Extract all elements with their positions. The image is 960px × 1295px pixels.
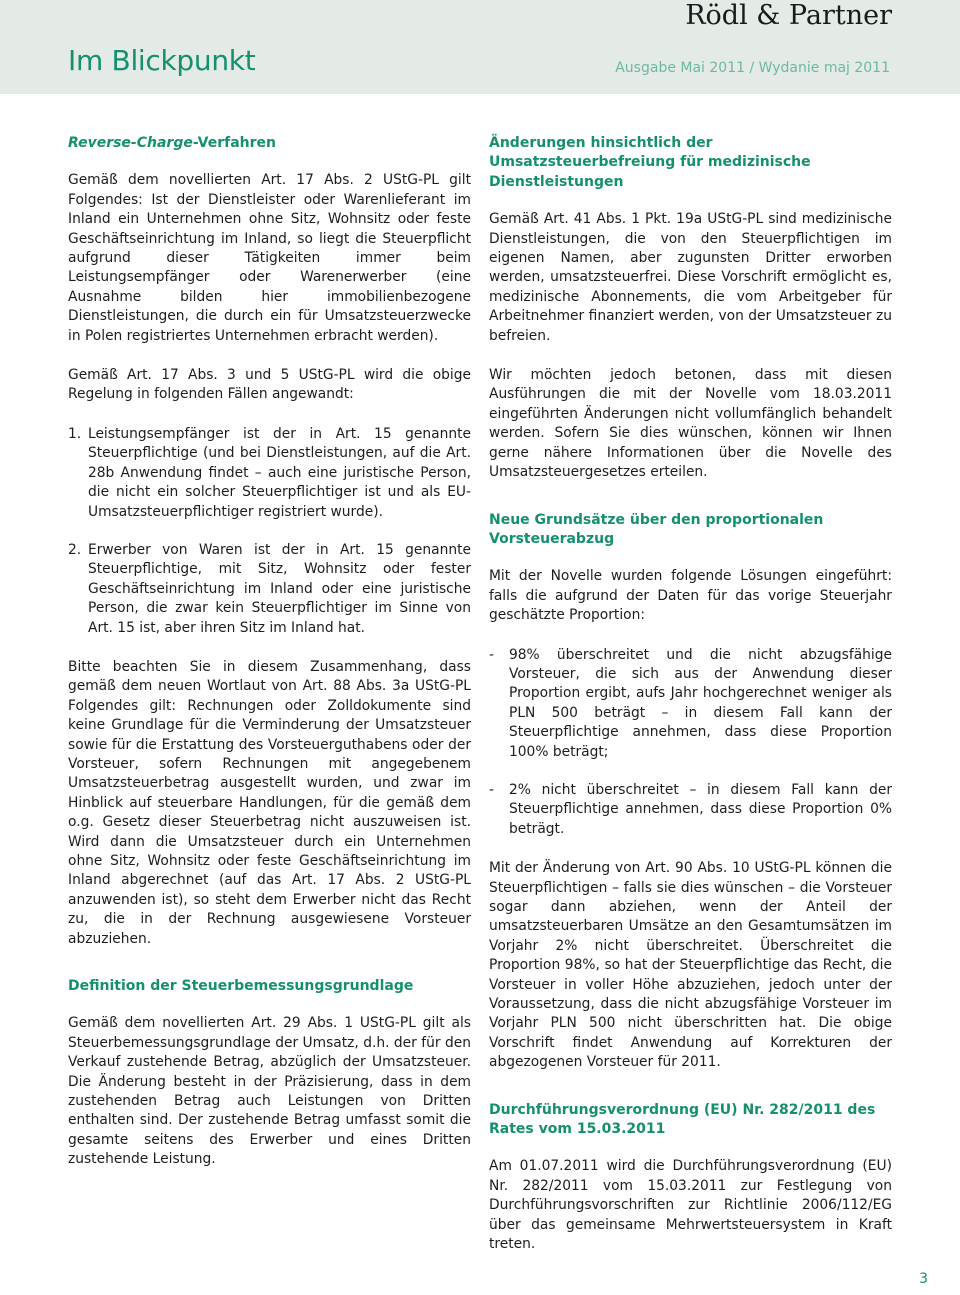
list-item: 2. Erwerber von Waren ist der in Art. 15 genannte Steuerpflichtige, mit Sitz, Wohnsitz oder fester Geschäftseinrichtung im Inland oder eine juristische Person, die zwar kein Steuerpflichtiger im Sinne von Art. 15 ist, aber ihren Sitz im Inland hat. [68, 541, 471, 636]
paragraph: Bitte beachten Sie in diesem Zusammenhang, dass gemäß dem neuen Wortlaut von Art. 88 Abs. 3a UStG-PL Folgendes gilt: Rechnungen oder Zolldokumente sind keine Grundlage für die Verminderung der Umsatzsteuer sowie für die Erstattung des Vorsteuerguthabens oder der Vorsteuer, sofern Rechnungen mit angegebenem Umsatzsteuerbetrag ausgestellt wurden, und zwar im Hinblick auf steuerbare Handlungen, für die gemäß dem o.g. Gesetz dieser Steuerbetrag nicht auszuweisen ist. Wird dann die Umsatzsteuer durch ein Unternehmen ohne Sitz, Wohnsitz oder feste Geschäftseinrichtung im Inland abgerechnet (auf das Art. 17 Abs. 2 UStG-PL anzuwenden ist), so steht dem Erwerber nicht das Recht zu, die in der Rechnung ausgewiesene Vorsteuer abzuziehen. [68, 658, 471, 947]
heading-definition: Definition der Steuerbemessungsgrundlage [68, 978, 414, 995]
paragraph: Mit der Änderung von Art. 90 Abs. 10 UStG-PL können die Steuerpflichtigen – falls sie dies wünschen – die Vorsteuer sogar dann abziehen, wenn der Anteil der umsatzsteuerbaren Umsätze an den Gesamtumsätzen im Vorjahr 2% nicht überschreitet. Überschreitet die Proportion 98%, so hat der Steuerpflichtige das Recht, die Vorsteuer in voller Höhe abzuziehen, jedoch unter der Voraussetzung, dass die nicht abzugsfähige Vorsteuer im Vorjahr PLN 500 nicht überschritten hat. Die obige Vorschrift findet Anwendung auf Korrekturen der abgezogenen Vorsteuer für 2011. [489, 860, 892, 1071]
heading-reverse-charge: Reverse-Charge-Verfahren [68, 135, 276, 151]
issue-label: Ausgabe Mai 2011 / Wydanie maj 2011 [615, 60, 890, 76]
paragraph: Gemäß dem novellierten Art. 29 Abs. 1 UStG-PL gilt als Steuerbemessungsgrundlage der Umsatz, d.h. der für den Verkauf zustehende Betrag, abzüglich der Umsatzsteuer. Die Änderung besteht in der Präzisierung, dass in dem zustehenden Betrag auch Leistungen von Dritten enthalten sind. Der zustehende Betrag umfasst somit die gesamte seitens des Erwerber und eines Dritten zustehende Leistung. [68, 1015, 471, 1168]
paragraph: Wir möchten jedoch betonen, dass mit diesen Ausführungen die mit der Novelle vom 18.03.2011 eingeführten Änderungen nicht vollumfänglich behandelt werden. Sofern Sie dies wünschen, können wir Ihnen gerne nähere Informationen über die Novelle des Umsatzsteuergesetzes erteilen. [489, 367, 892, 481]
paragraph: Gemäß Art. 41 Abs. 1 Pkt. 19a UStG-PL sind medizinische Dienstleistungen, die von den Steuerpflichtigen im eigenen Namen, aber zugunsten Dritter erworben werden, umsatzsteuerfrei. Diese Vorschrift ermöglicht es, medizinische Abonnements, die vom Arbeitgeber für Arbeitnehmer finanziert werden, von der Umsatzsteuer zu befreien. [489, 211, 892, 344]
section-title: Im Blickpunkt [68, 44, 256, 77]
brand-logo: Rödl & Partner [685, 0, 892, 31]
list-item: - 2% nicht überschreitet – in diesem Fall kann der Steuerpflichtige annehmen, dass diese Proportion 0% beträgt. [489, 781, 892, 837]
list-item: 1. Leistungsempfänger ist der in Art. 15 genannte Steuerpflichtige (und bei Dienstleistungen, auf die Art. 28b Anwendung findet – auch eine juristische Person, die nicht ein solcher Steuerpflichtiger ist und als EU-Umsatzsteuerpflichtiger registriert wurde). [68, 425, 471, 520]
paragraph: Mit der Novelle wurden folgende Lösungen eingeführt: falls die aufgrund der Daten für das vorige Steuerjahr geschätzte Proportion: [489, 568, 892, 624]
left-column [68, 134, 471, 1190]
dash-list [489, 646, 892, 840]
page-number: 3 [919, 1271, 928, 1287]
heading-medical-services: Änderungen hinsichtlich der Umsatzsteuerbefreiung für medizinische Dienstleistungen [489, 135, 811, 190]
numbered-list [68, 425, 471, 638]
paragraph: Am 01.07.2011 wird die Durchführungsverordnung (EU) Nr. 282/2011 vom 15.03.2011 zur Festlegung von Durchführungsvorschriften zur Richtlinie 2006/112/EG über das gemeinsame Mehrwertsteuersystem in Kraft treten. [489, 1158, 892, 1253]
heading-proportional-deduction: Neue Grundsätze über den proportionalen Vorsteuerabzug [489, 511, 824, 547]
paragraph: Gemäß dem novellierten Art. 17 Abs. 2 UStG-PL gilt Folgendes: Ist der Dienstleister oder Warenlieferant im Inland ein Unternehmen ohne Sitz, Wohnsitz oder feste Geschäftseinrichtung im Inland, so liegt die Steuerpflicht aufgrund dieser Tätigkeiten immer beim Leistungsempfänger oder Warenerwerber (eine Ausnahme bilden hier immobilienbezogene Dienstleistungen, die durch ein für Umsatzsteuerzwecke in Polen registriertes Unternehmen erbracht werden). [68, 172, 471, 344]
heading-regulation: Durchführungsverordnung (EU) Nr. 282/2011 des Rates vom 15.03.2011 [489, 1101, 876, 1138]
page-header [0, 0, 960, 94]
paragraph: Gemäß Art. 17 Abs. 3 und 5 UStG-PL wird die obige Regelung in folgenden Fällen angewandt: [68, 367, 471, 403]
list-item: - 98% überschreitet und die nicht abzugsfähige Vorsteuer, die sich aus der Anwendung dieser Proportion ergibt, aufs Jahr hochgerechnet weniger als PLN 500 beträgt – in diesem Fall kann der Steuerpflichtige annehmen, dass diese Proportion 100% beträgt; [489, 646, 892, 760]
right-column [489, 134, 892, 1275]
